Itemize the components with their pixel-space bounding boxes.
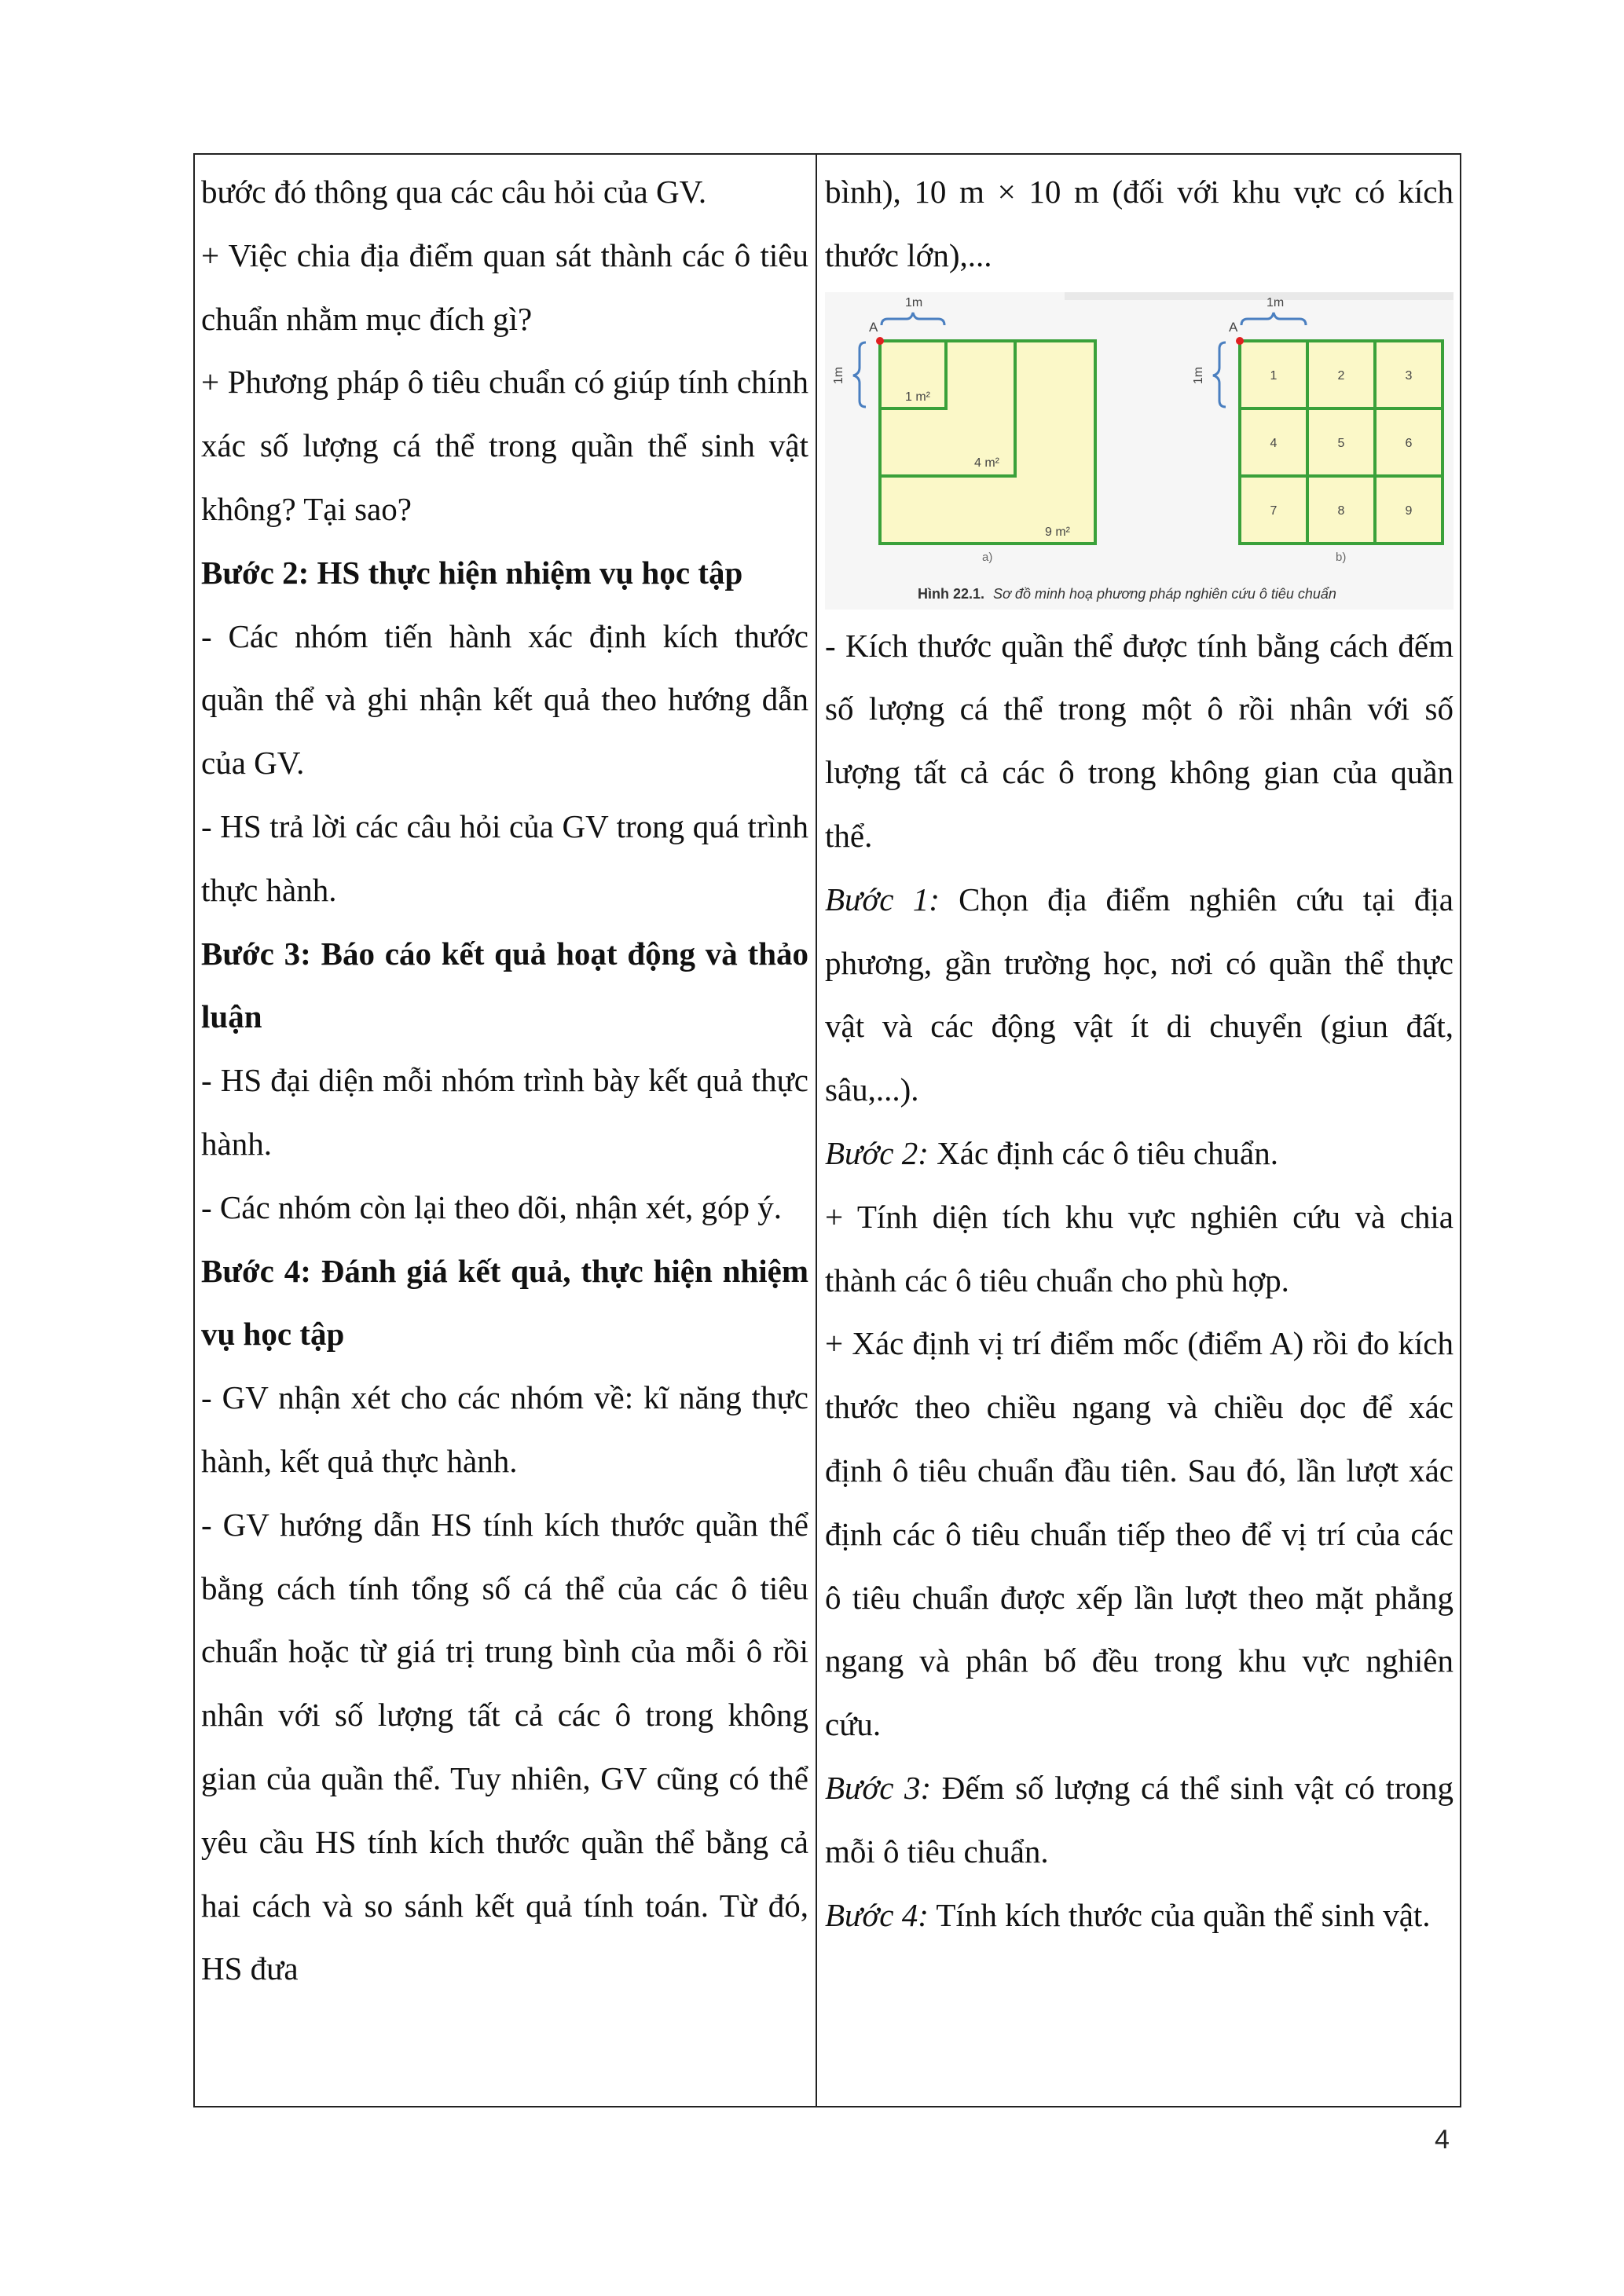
- left-paragraph: - HS đại diện mỗi nhóm trình bày kết quả thực hành.: [201, 1062, 808, 1162]
- paragraph-text: Tính kích thước của quần thể sinh vật.: [928, 1896, 1431, 1933]
- figure-caption-label: Hình 22.1.: [918, 585, 985, 602]
- right-paragraph: [825, 614, 1454, 868]
- paragraph-text: + Xác định vị trí điểm mốc (điểm A) rồi đo kích thước theo chiều ngang và chiều dọc để xác định ô tiêu chuẩn đầu tiên. Sau đó, lần lượt xác định các ô tiêu chuẩn tiếp theo để vị trí của các ô tiêu chuẩn được xếp lần lượt theo mặt phẳng ngang và phân bố đều trong khu vực nghiên cứu.: [825, 1325, 1454, 1743]
- right-paragraph: [825, 868, 1454, 1122]
- step-heading: Bước 3: Báo cáo kết quả hoạt động và thảo luận: [201, 935, 808, 1035]
- figure-caption: [918, 586, 1336, 602]
- step-label: Bước 4:: [825, 1896, 929, 1933]
- right-paragraph: [825, 1884, 1454, 1947]
- left-paragraph: + Phương pháp ô tiêu chuẩn có giúp tính chính xác số lượng cá thể trong quần thể sinh vật không? Tại sao?: [201, 364, 808, 527]
- left-paragraph: + Việc chia địa điểm quan sát thành các ô tiêu chuẩn nhằm mục đích gì?: [201, 236, 808, 337]
- figure-caption-text: Sơ đồ minh hoạ phương pháp nghiên cứu ô tiêu chuẩn: [993, 585, 1336, 602]
- left-paragraph: - Các nhóm tiến hành xác định kích thước quần thể và ghi nhận kết quả theo hướng dẫn của GV.: [201, 617, 808, 782]
- step-heading: Bước 4: Đánh giá kết quả, thực hiện nhiệm vụ học tập: [201, 1252, 808, 1353]
- left-paragraph: - HS trả lời các câu hỏi của GV trong quá trình thực hành.: [201, 807, 808, 908]
- side-dimension-label: 1m: [1192, 366, 1205, 384]
- left-paragraph: - GV hướng dẫn HS tính kích thước quần thể bằng cách tính tổng số cá thể của các ô tiêu chuẩn hoặc từ giá trị trung bình của mỗi ô rồi nhân với số lượng tất cả các ô trong không gian của quần thể. Tuy nhiên, GV cũng có thể yêu cầu HS tính kích thước quần thể bằng cả hai cách và so sánh kết quả tính toán. Từ đó, HS đưa: [201, 1506, 808, 1987]
- right-intro: bình), 10 m × 10 m (đối với khu vực có kích thước lớn),...: [825, 174, 1454, 273]
- left-paragraph: bước đó thông qua các câu hỏi của GV.: [201, 174, 707, 210]
- quadrat-figure: [825, 292, 1454, 610]
- point-a-marker: [876, 337, 884, 345]
- cell-number: 7: [1270, 504, 1278, 518]
- point-a-marker: [1236, 337, 1244, 345]
- cell-number: 4: [1270, 436, 1278, 450]
- cell-number: 3: [1405, 368, 1413, 383]
- right-column: [825, 160, 1454, 1946]
- right-paragraph: [825, 1185, 1454, 1313]
- step-label: Bước 2:: [825, 1134, 929, 1171]
- column-divider: [816, 153, 817, 2107]
- right-paragraph: [825, 1122, 1454, 1185]
- paragraph-text: Đếm số lượng cá thể sinh vật có trong mỗi ô tiêu chuẩn.: [825, 1769, 1454, 1869]
- paragraph-text: + Tính diện tích khu vực nghiên cứu và chia thành các ô tiêu chuẩn cho phù hợp.: [825, 1198, 1454, 1298]
- panel-a-sublabel: a): [982, 550, 993, 564]
- left-column: [201, 160, 808, 2001]
- area-label-1m2: 1 m²: [905, 390, 930, 404]
- cell-number: 6: [1405, 436, 1413, 450]
- side-dimension-label: 1m: [832, 366, 845, 384]
- cell-number: 2: [1337, 368, 1345, 383]
- figure-top-band: [1065, 292, 1454, 300]
- left-paragraph: - Các nhóm còn lại theo dõi, nhận xét, góp ý.: [201, 1188, 782, 1225]
- paragraph-text: Xác định các ô tiêu chuẩn.: [928, 1134, 1279, 1171]
- right-paragraph: [825, 1756, 1454, 1884]
- right-paragraph: [825, 1312, 1454, 1756]
- paragraph-text: - Kích thước quần thể được tính bằng cách đếm số lượng cá thể trong một ô rồi nhân với số lượng tất cả các ô trong không gian của quần thể.: [825, 627, 1454, 854]
- panel-b-sublabel: b): [1336, 550, 1347, 564]
- cell-number: 5: [1337, 436, 1345, 450]
- area-label-9m2: 9 m²: [1045, 525, 1070, 539]
- step-label: Bước 3:: [825, 1769, 932, 1806]
- cell-number: 1: [1270, 368, 1278, 383]
- point-a-label: A: [1229, 319, 1238, 335]
- step-label: Bước 1:: [825, 881, 940, 917]
- cell-number: 9: [1405, 504, 1413, 518]
- point-a-label: A: [869, 319, 878, 335]
- top-dimension-label: 1m: [905, 295, 923, 309]
- top-dimension-label: 1m: [1267, 295, 1285, 309]
- paragraph-text: Chọn địa điểm nghiên cứu tại địa phương, gần trường học, nơi có quần thể thực vật và các động vật ít di chuyển (giun đất, sâu,...).: [825, 881, 1454, 1108]
- page-number: 4: [1435, 2125, 1450, 2155]
- step-heading: Bước 2: HS thực hiện nhiệm vụ học tập: [201, 554, 743, 591]
- cell-number: 8: [1337, 504, 1345, 518]
- area-label-4m2: 4 m²: [974, 456, 999, 470]
- left-paragraph: - GV nhận xét cho các nhóm về: kĩ năng thực hành, kết quả thực hành.: [201, 1379, 808, 1479]
